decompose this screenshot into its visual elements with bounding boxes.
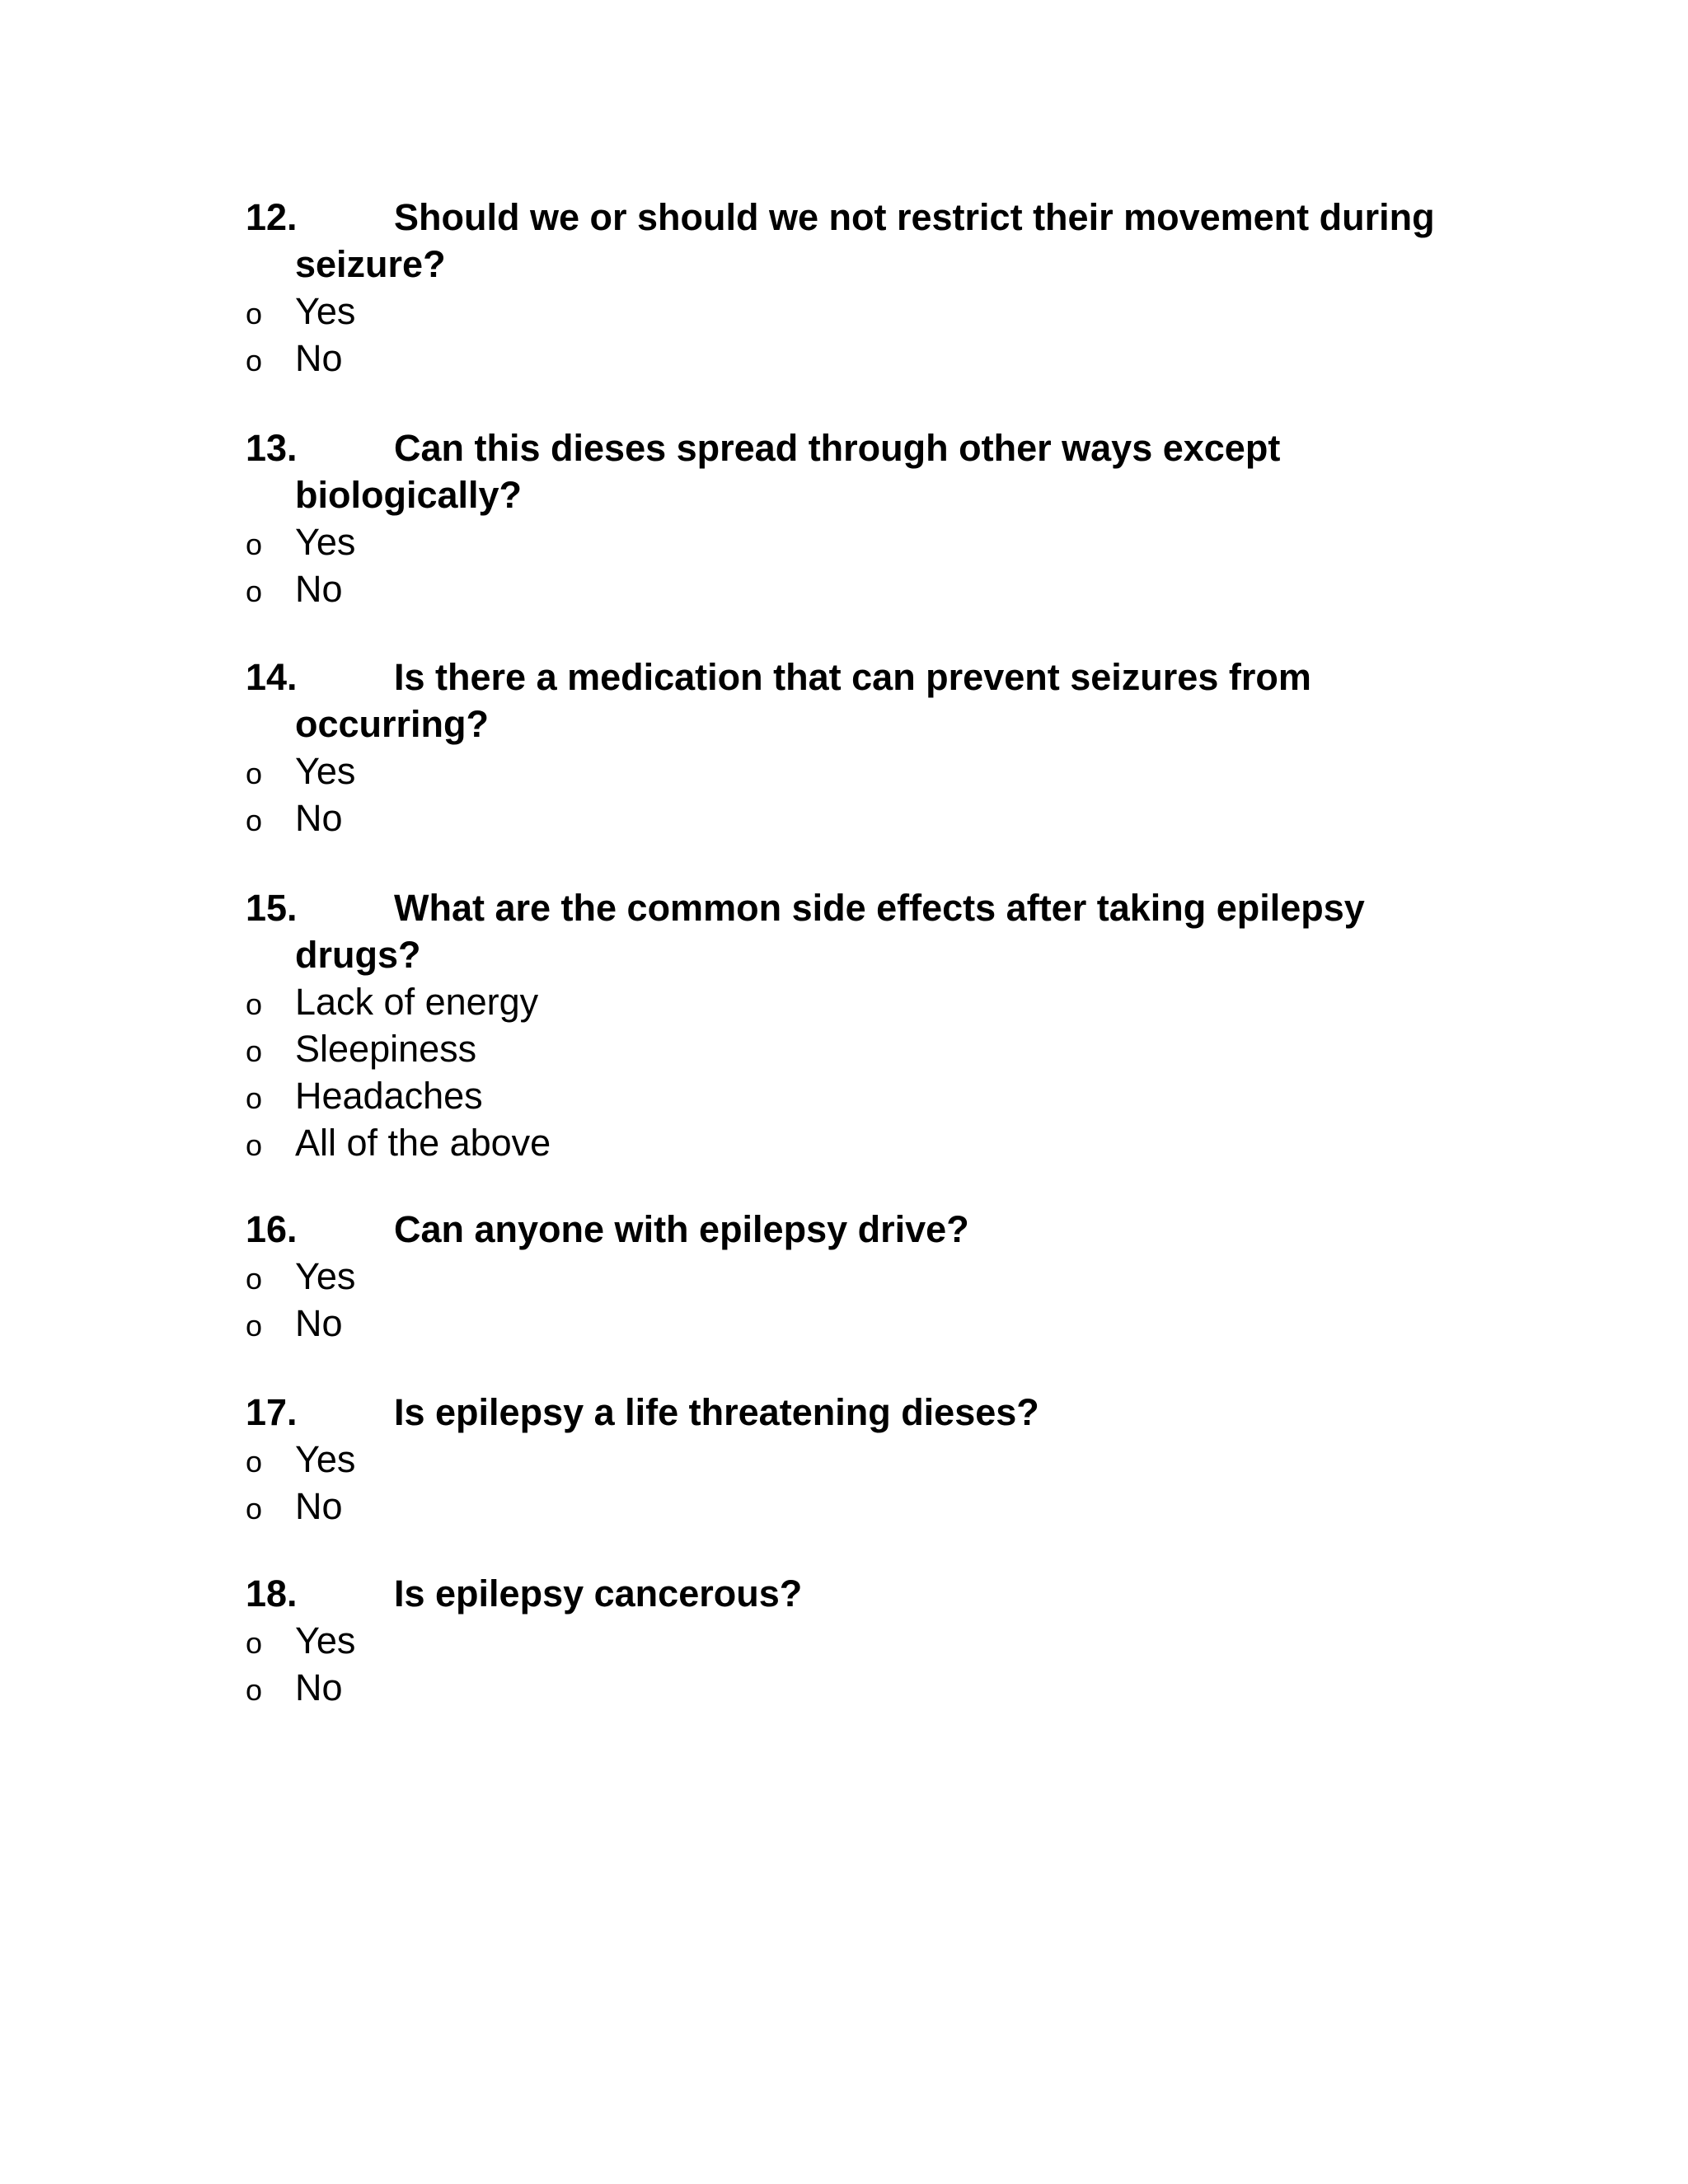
question-heading [246,424,1498,471]
question-18 [246,1570,1498,1711]
option-label: No [295,568,343,610]
circle-bullet-icon: o [246,1492,263,1526]
option-no[interactable] [246,794,1498,841]
question-text-continuation: biologically? [295,474,523,516]
option-label: Sleepiness [295,1028,477,1070]
question-text-continuation: seizure? [295,243,446,285]
option-label: Lack of energy [295,981,539,1023]
option-lack-of-energy[interactable] [246,978,1498,1025]
option-no[interactable] [246,335,1498,382]
question-13 [246,424,1498,612]
option-label: No [295,1666,343,1708]
option-label: No [295,337,343,379]
option-label: Yes [295,521,356,563]
circle-bullet-icon: o [246,987,263,1021]
option-no[interactable] [246,1664,1498,1711]
option-yes[interactable] [246,518,1498,565]
option-yes[interactable] [246,748,1498,794]
option-label: No [295,1302,343,1344]
circle-bullet-icon: o [246,804,263,837]
option-yes[interactable] [246,1617,1498,1664]
option-label: Yes [295,1438,356,1480]
question-text: Is epilepsy cancerous? [394,1572,803,1615]
circle-bullet-icon: o [246,1081,263,1115]
question-16 [246,1206,1498,1347]
question-text-continuation: occurring? [295,703,490,745]
question-text: Is epilepsy a life threatening dieses? [394,1391,1039,1433]
question-number: 12. [246,196,298,238]
question-number: 18. [246,1572,298,1615]
question-number: 13. [246,427,298,469]
option-no[interactable] [246,565,1498,612]
question-text-continuation: drugs? [295,934,421,976]
question-heading [246,654,1498,701]
question-number: 14. [246,656,298,698]
option-label: No [295,797,343,839]
question-heading [246,1206,1498,1253]
question-text: What are the common side effects after taking epilepsy [394,887,1365,929]
question-text: Can anyone with epilepsy drive? [394,1208,969,1250]
option-label: All of the above [295,1122,551,1164]
circle-bullet-icon: o [246,344,263,377]
option-no[interactable] [246,1300,1498,1347]
option-yes[interactable] [246,288,1498,335]
circle-bullet-icon: o [246,1128,263,1162]
question-heading [246,1570,1498,1617]
option-yes[interactable] [246,1253,1498,1300]
circle-bullet-icon: o [246,757,263,790]
question-15 [246,884,1498,1166]
question-heading [246,1389,1498,1436]
circle-bullet-icon: o [246,1034,263,1068]
option-no[interactable] [246,1483,1498,1530]
circle-bullet-icon: o [246,297,263,330]
option-headaches[interactable] [246,1072,1498,1119]
question-heading [246,884,1498,931]
question-text: Can this dieses spread through other ways except [394,427,1281,469]
option-label: Yes [295,750,356,792]
question-14 [246,654,1498,841]
circle-bullet-icon: o [246,1445,263,1479]
option-all-of-the-above[interactable] [246,1119,1498,1166]
question-12 [246,194,1498,382]
question-heading [246,194,1498,241]
option-label: Yes [295,1255,356,1297]
option-label: Headaches [295,1075,483,1117]
option-yes[interactable] [246,1436,1498,1483]
question-number: 16. [246,1208,298,1250]
circle-bullet-icon: o [246,1626,263,1660]
question-text: Should we or should we not restrict their movement during [394,196,1435,238]
option-label: Yes [295,1619,356,1661]
question-number: 15. [246,887,298,929]
question-17 [246,1389,1498,1530]
circle-bullet-icon: o [246,1309,263,1343]
circle-bullet-icon: o [246,527,263,561]
option-label: No [295,1485,343,1527]
option-sleepiness[interactable] [246,1025,1498,1072]
circle-bullet-icon: o [246,1673,263,1707]
circle-bullet-icon: o [246,1262,263,1296]
circle-bullet-icon: o [246,574,263,608]
option-label: Yes [295,290,356,332]
question-text: Is there a medication that can prevent seizures from [394,656,1311,698]
question-number: 17. [246,1391,298,1433]
